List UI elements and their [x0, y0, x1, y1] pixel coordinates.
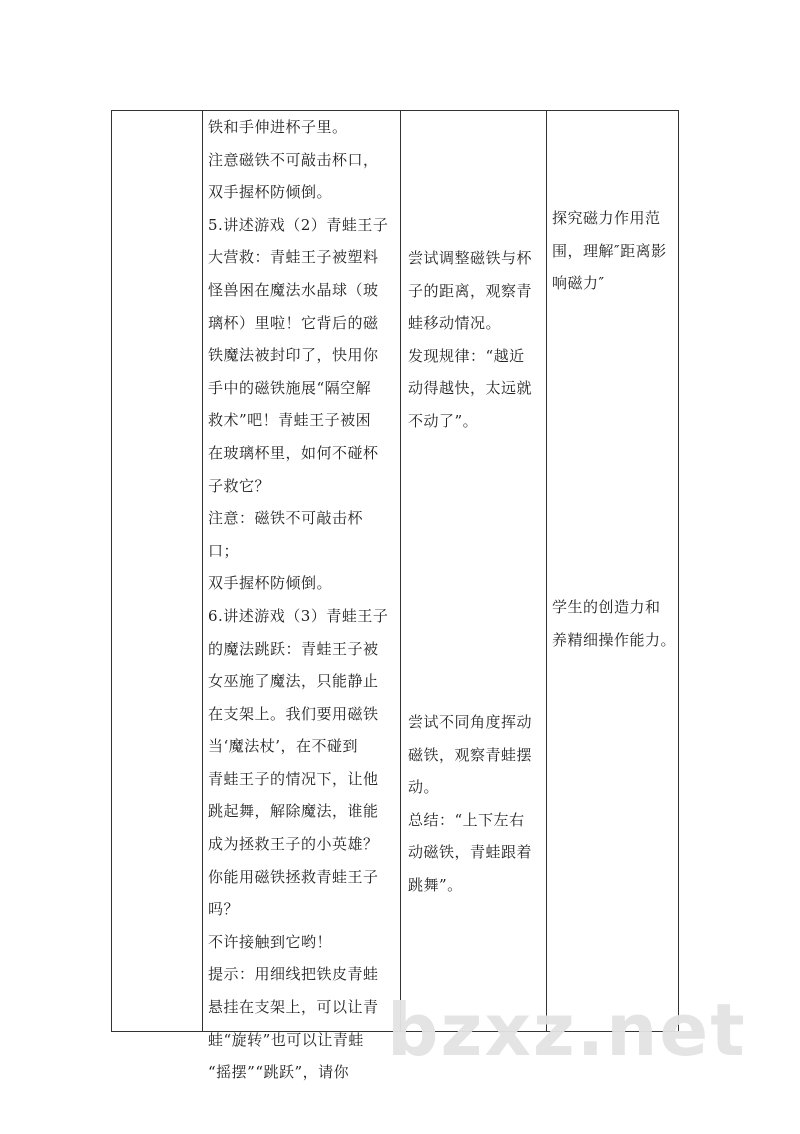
text-line: 发现规律：“越近	[408, 346, 525, 365]
text-line: 探究磁力作用范	[552, 209, 661, 227]
text-line: 大营救：青蛙王子被塑料	[208, 248, 379, 267]
watermark: bzxz.net	[387, 988, 747, 1072]
text-line: 6.讲述游戏（3）青蛙王子	[208, 606, 389, 625]
text-line: 围，理解″距离影	[552, 241, 667, 260]
text-line: 的魔法跳跃：青蛙王子被	[208, 639, 379, 658]
text-line: “摇摆”“跳跃”，请你	[208, 1063, 350, 1082]
text-line: 尝试调整磁铁与杯	[408, 249, 533, 267]
text-line: 当‘魔法杖’，在不碰到	[208, 737, 359, 756]
text-line: 动磁铁，青蛙跟着	[408, 843, 533, 862]
text-line: 铁魔法被封印了，快用你	[208, 346, 379, 365]
teacher-activity-cell	[208, 111, 393, 1089]
text-line: 提示：用细线把铁皮青蛙	[208, 965, 379, 984]
design-intent-block-2	[552, 591, 676, 656]
text-line: 不动了”。	[408, 411, 479, 430]
table-column-divider	[400, 110, 401, 1032]
text-line: 悬挂在支架上，可以让青	[208, 998, 379, 1017]
text-line: 手中的磁铁施展“隔空解	[208, 378, 372, 397]
text-line: 青蛙王子的情况下，让他	[208, 769, 379, 788]
text-line: 救术”吧！青蛙王子被困	[208, 411, 372, 430]
table-column-divider	[202, 110, 203, 1032]
text-line: 吗？	[208, 900, 240, 919]
text-line: 在支架上。我们要用磁铁	[208, 704, 379, 723]
text-line: 你能用磁铁拯救青蛙王子	[208, 867, 379, 886]
text-line: 响磁力″	[552, 274, 605, 293]
text-line: 学生的创造力和	[552, 598, 661, 616]
design-intent-block-1	[552, 202, 676, 300]
text-line: 子的距离，观察青	[408, 281, 533, 300]
student-activity-block-1	[408, 242, 548, 438]
text-line: 女巫施了魔法，只能静止	[208, 672, 379, 691]
student-activity-block-2	[408, 706, 548, 902]
text-line: 蛙“旋转”也可以让青蛙	[208, 1030, 364, 1049]
text-line: 动。	[408, 778, 440, 797]
text-line: 怪兽困在魔法水晶球（玻	[208, 280, 379, 299]
text-line: 尝试不同角度挥动	[408, 713, 533, 731]
text-line: 5.讲述游戏（2）青蛙王子	[208, 215, 389, 234]
text-line: 跳舞”。	[408, 875, 463, 894]
text-line: 磁铁，观察青蛙摆	[408, 745, 533, 764]
text-line: 注意：磁铁不可敲击杯口；	[208, 509, 364, 560]
text-line: 在玻璃杯里，如何不碰杯	[208, 443, 379, 462]
text-line: 不许接触到它哟！	[208, 932, 333, 951]
text-line: 注意磁铁不可敲击杯口，	[208, 150, 379, 169]
text-line: 成为拯救王子的小英雄？	[208, 835, 379, 854]
text-line: 动得越快，太远就	[408, 379, 533, 398]
text-line: 双手握杯防倾倒。	[208, 183, 333, 202]
text-line: 子救它？	[208, 476, 271, 495]
text-line: 铁和手伸进杯子里。	[208, 118, 348, 136]
text-line: 总结：“上下左右	[408, 810, 525, 829]
text-line: 双手握杯防倾倒。	[208, 574, 333, 593]
text-line: 养精细操作能力。	[552, 630, 677, 649]
text-line: 璃杯）里啦！它背后的磁	[208, 313, 379, 332]
text-line: 蛙移动情况。	[408, 314, 502, 333]
text-line: 跳起舞，解除魔法，谁能	[208, 802, 379, 821]
